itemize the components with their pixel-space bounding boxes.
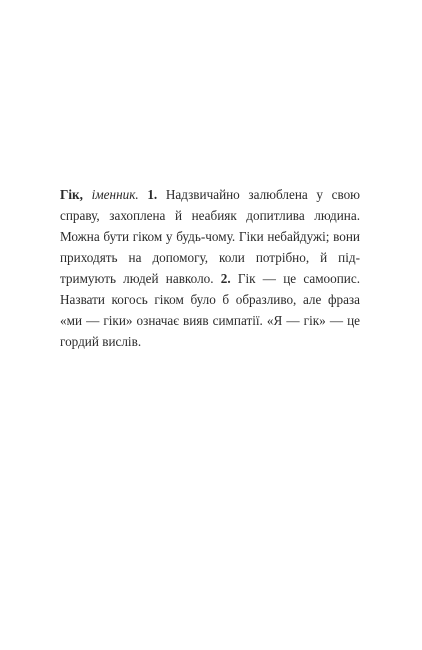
sense-text-1: Надзвичайно залюблена у свою справу, захоплена й неабияк допитлива людина. Можна бути гіком у будь-чому. Гіки небайдужі; вони приходять на допомогу, коли потрібно, й підтримують людей навколо. [60,187,361,286]
sense-number-1: 1. [147,187,158,202]
sense-text-2: Гік — це самоопис. Назвати когось гіком було б образливо, але фраза «ми — гіки» означає вияв симпатії. «Я — гік» — це гордий вислів. [60,271,360,349]
part-of-speech: іменник. [91,187,139,202]
headword: Гік, [60,187,83,202]
dictionary-definition [60,184,360,352]
sense-number-2: 2. [220,271,231,286]
